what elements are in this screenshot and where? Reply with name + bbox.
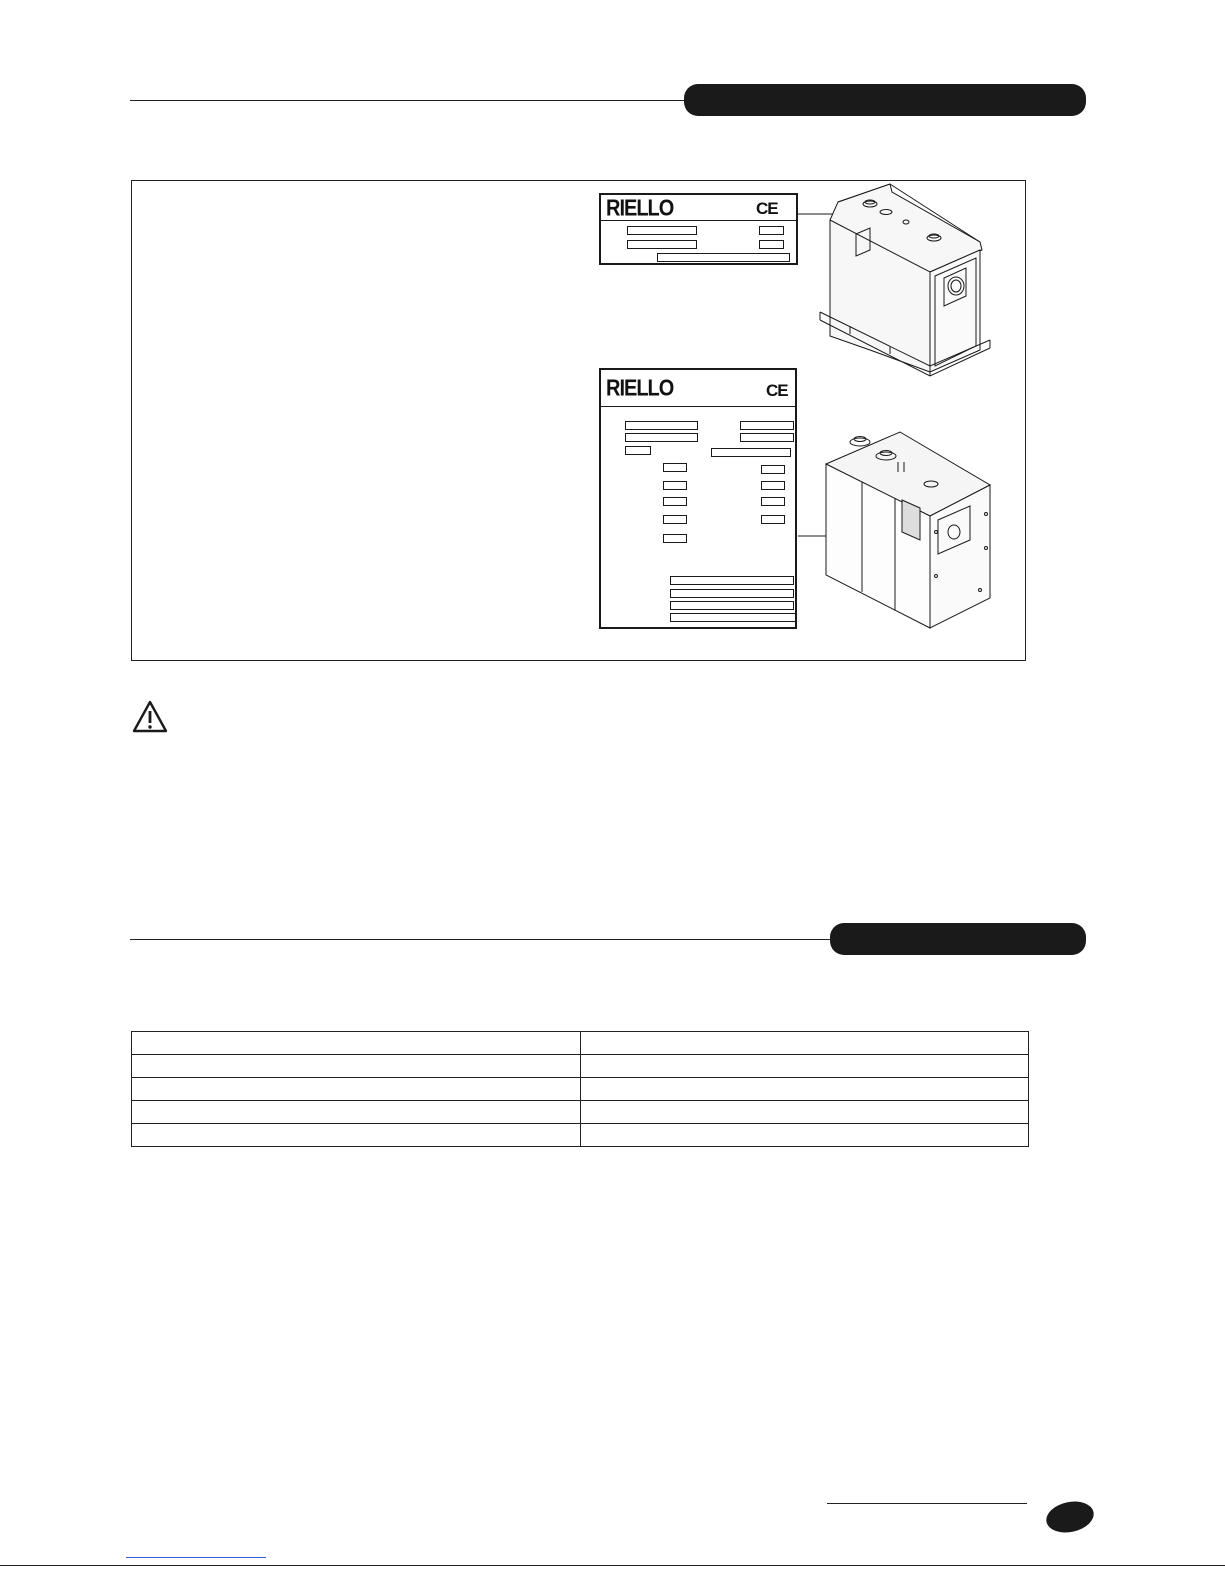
plate-field (627, 226, 697, 235)
ce-mark-icon: CE (766, 381, 788, 400)
plate-field (759, 226, 784, 235)
table-row (132, 1055, 1029, 1078)
plate-field (663, 515, 687, 524)
plate-field (663, 534, 687, 543)
table-cell (580, 1078, 1029, 1101)
footer-link[interactable] (126, 1557, 266, 1558)
boiler-body-icon (820, 184, 990, 376)
table-cell (132, 1078, 581, 1101)
plate-field (761, 465, 785, 474)
plate-field (625, 446, 651, 455)
table-row (132, 1124, 1029, 1147)
table-cell (580, 1101, 1029, 1124)
table-row (132, 1078, 1029, 1101)
nameplate-large (599, 368, 797, 629)
plate-field (670, 613, 796, 622)
warning-triangle-icon (132, 700, 168, 733)
table-cell (580, 1032, 1029, 1055)
plate-field (670, 576, 794, 585)
plate-field (663, 497, 687, 506)
plate-field (761, 497, 785, 506)
table-row (132, 1032, 1029, 1055)
boiler-illustrations (790, 180, 1020, 650)
plate-field (663, 481, 687, 490)
bottom-rule (0, 1565, 1225, 1566)
plate-field (657, 253, 790, 262)
plate-field (670, 589, 794, 598)
table-cell (132, 1032, 581, 1055)
brand-logo: RIELLO (606, 376, 674, 402)
plate-field (740, 433, 794, 442)
nameplate-small (599, 193, 798, 265)
page-number-badge (1043, 1497, 1096, 1536)
plate-field (627, 240, 697, 249)
plate-field (625, 433, 698, 442)
table-cell (132, 1124, 581, 1147)
section-title-pill (684, 84, 1086, 116)
plate-field (663, 463, 687, 472)
plate-field (711, 448, 791, 457)
plate-field (670, 601, 794, 610)
plate-field (761, 515, 785, 524)
table-cell (132, 1101, 581, 1124)
ce-mark-icon: CE (756, 199, 778, 218)
footer-rule (827, 1503, 1027, 1504)
plate-field (761, 481, 785, 490)
table-cell (580, 1055, 1029, 1078)
section-title-pill (830, 923, 1086, 955)
table-cell (132, 1055, 581, 1078)
section-rule (130, 939, 836, 940)
table-cell (580, 1124, 1029, 1147)
data-table (131, 1031, 1029, 1147)
header-rule (130, 100, 690, 101)
table-row (132, 1101, 1029, 1124)
plate-field (759, 240, 784, 249)
plate-field (740, 421, 794, 430)
plate-field (625, 421, 698, 430)
brand-logo: RIELLO (606, 196, 674, 222)
boiler-cased-icon (826, 432, 990, 628)
